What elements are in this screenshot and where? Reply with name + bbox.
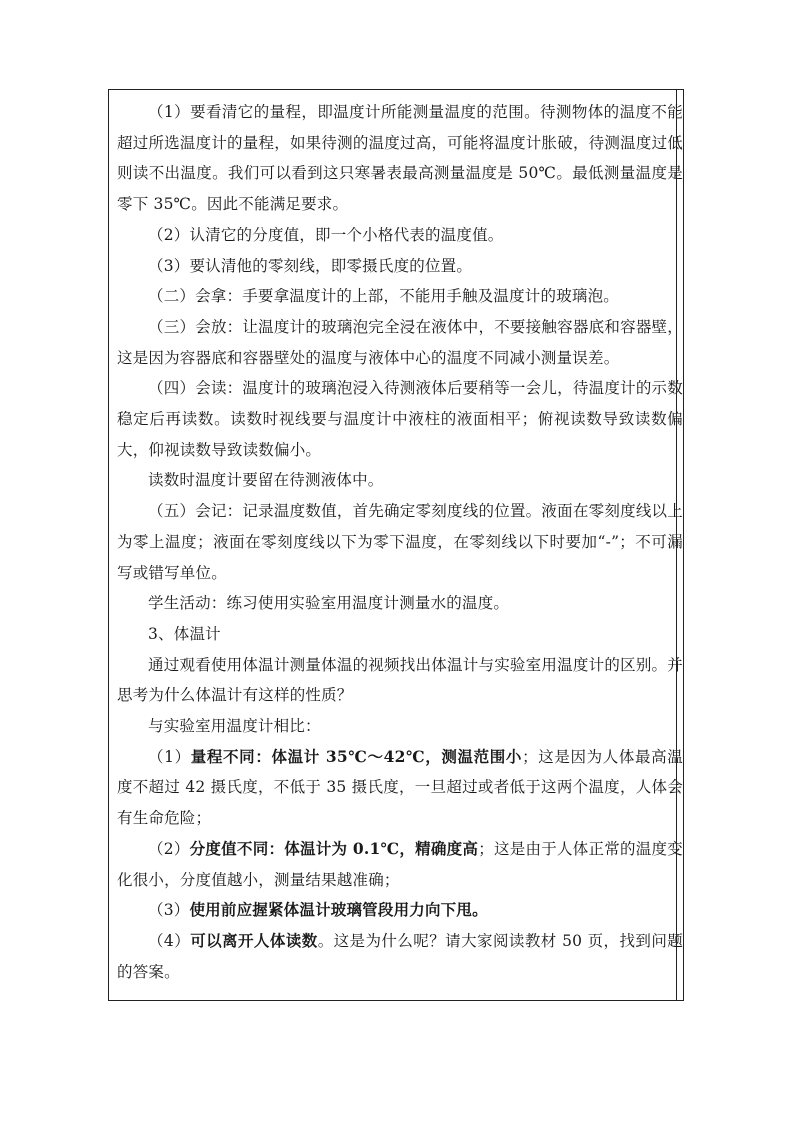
paragraph-text: （3） [148, 901, 190, 920]
paragraph-diff-division [117, 834, 683, 895]
paragraph-range [117, 97, 683, 220]
section-heading-clinical-thermometer [117, 619, 683, 650]
paragraph-text: 读数时温度计要留在待测液体中。 [148, 471, 384, 490]
paragraph-text: （五）会记：记录温度数值，首先确定零刻度线的位置。液面在零刻度线以上为零上温度；液面在零刻度线以下为零下温度，在零刻线以下时要加“-”；不可漏写或错写单位。 [117, 502, 683, 582]
paragraph-diff-read-away [117, 926, 683, 987]
paragraph-how-to-hold [117, 281, 683, 312]
paragraph-text: （四）会读：温度计的玻璃泡浸入待测液体后要稍等一会儿，待温度计的示数稳定后再读数。读数时视线要与温度计中液柱的液面相平；俯视读数导致读数偏大，仰视读数导致读数偏小。 [117, 379, 683, 459]
section-heading-text: 3、体温计 [148, 624, 221, 643]
paragraph-text: 。这是为什么呢？请大家阅读教材 50 页，找到问题的答案。 [117, 931, 683, 981]
paragraph-emphasis: 量程不同：体温计 35℃～42℃，测温范围小 [190, 746, 523, 766]
paragraph-how-to-read [117, 373, 683, 465]
paragraph-diff-range [117, 742, 683, 834]
paragraph-division-value [117, 220, 683, 251]
paragraph-text: （三）会放：让温度计的玻璃泡完全浸在液体中，不要接触容器底和容器壁，这是因为容器底和容器壁处的温度与液体中心的温度不同减小测量误差。 [117, 317, 683, 367]
paragraph-text: ；这是由于人体正常的温度变化很小，分度值越小，测量结果越准确； [117, 839, 684, 889]
paragraph-emphasis: 使用前应握紧体温计玻璃管段用力向下甩。 [189, 900, 488, 920]
paragraph-emphasis: 分度值不同：体温计为 0.1℃，精确度高 [189, 838, 479, 858]
paragraph-text: ；这是因为人体最高温度不超过 42 摄氏度，不低于 35 摄氏度，一旦超过或者低于这两个温度，人体会有生命危险； [117, 747, 683, 828]
paragraph-zero-mark [117, 251, 683, 282]
paragraph-video-task [117, 650, 683, 711]
paragraph-emphasis: 可以离开人体读数 [190, 930, 318, 950]
paragraph-reading-note [117, 465, 683, 496]
document-body [117, 97, 683, 987]
paragraph-student-activity [117, 588, 683, 619]
paragraph-text: 与实验室用温度计相比： [148, 717, 321, 736]
paragraph-diff-shake [117, 895, 683, 926]
paragraph-text: （4） [148, 931, 191, 950]
paragraph-text: （3）要认清他的零刻线，即零摄氏度的位置。 [148, 256, 473, 275]
paragraph-comparison-intro [117, 711, 683, 742]
paragraph-text: （1）要看清它的量程，即温度计所能测量温度的范围。待测物体的温度不能超过所选温度计的量程，如果待测的温度过高，可能将温度计胀破，待测温度过低则读不出温度。我们可以看到这只寒暑表最高测量温度是 50℃。最低测量温度是零下 35℃。因此不能满足要求。 [117, 103, 683, 214]
paragraph-text: （二）会拿：手要拿温度计的上部，不能用手触及温度计的玻璃泡。 [148, 287, 620, 306]
paragraph-how-to-place [117, 312, 683, 373]
paragraph-text: 学生活动：练习使用实验室用温度计测量水的温度。 [148, 594, 510, 613]
paragraph-text: （2） [148, 839, 190, 858]
paragraph-text: 通过观看使用体温计测量体温的视频找出体温计与实验室用温度计的区别。并思考为什么体温计有这样的性质？ [117, 655, 683, 705]
paragraph-text: （1） [148, 747, 191, 766]
paragraph-how-to-record [117, 496, 683, 588]
paragraph-text: （2）认清它的分度值，即一个小格代表的温度值。 [148, 225, 504, 244]
